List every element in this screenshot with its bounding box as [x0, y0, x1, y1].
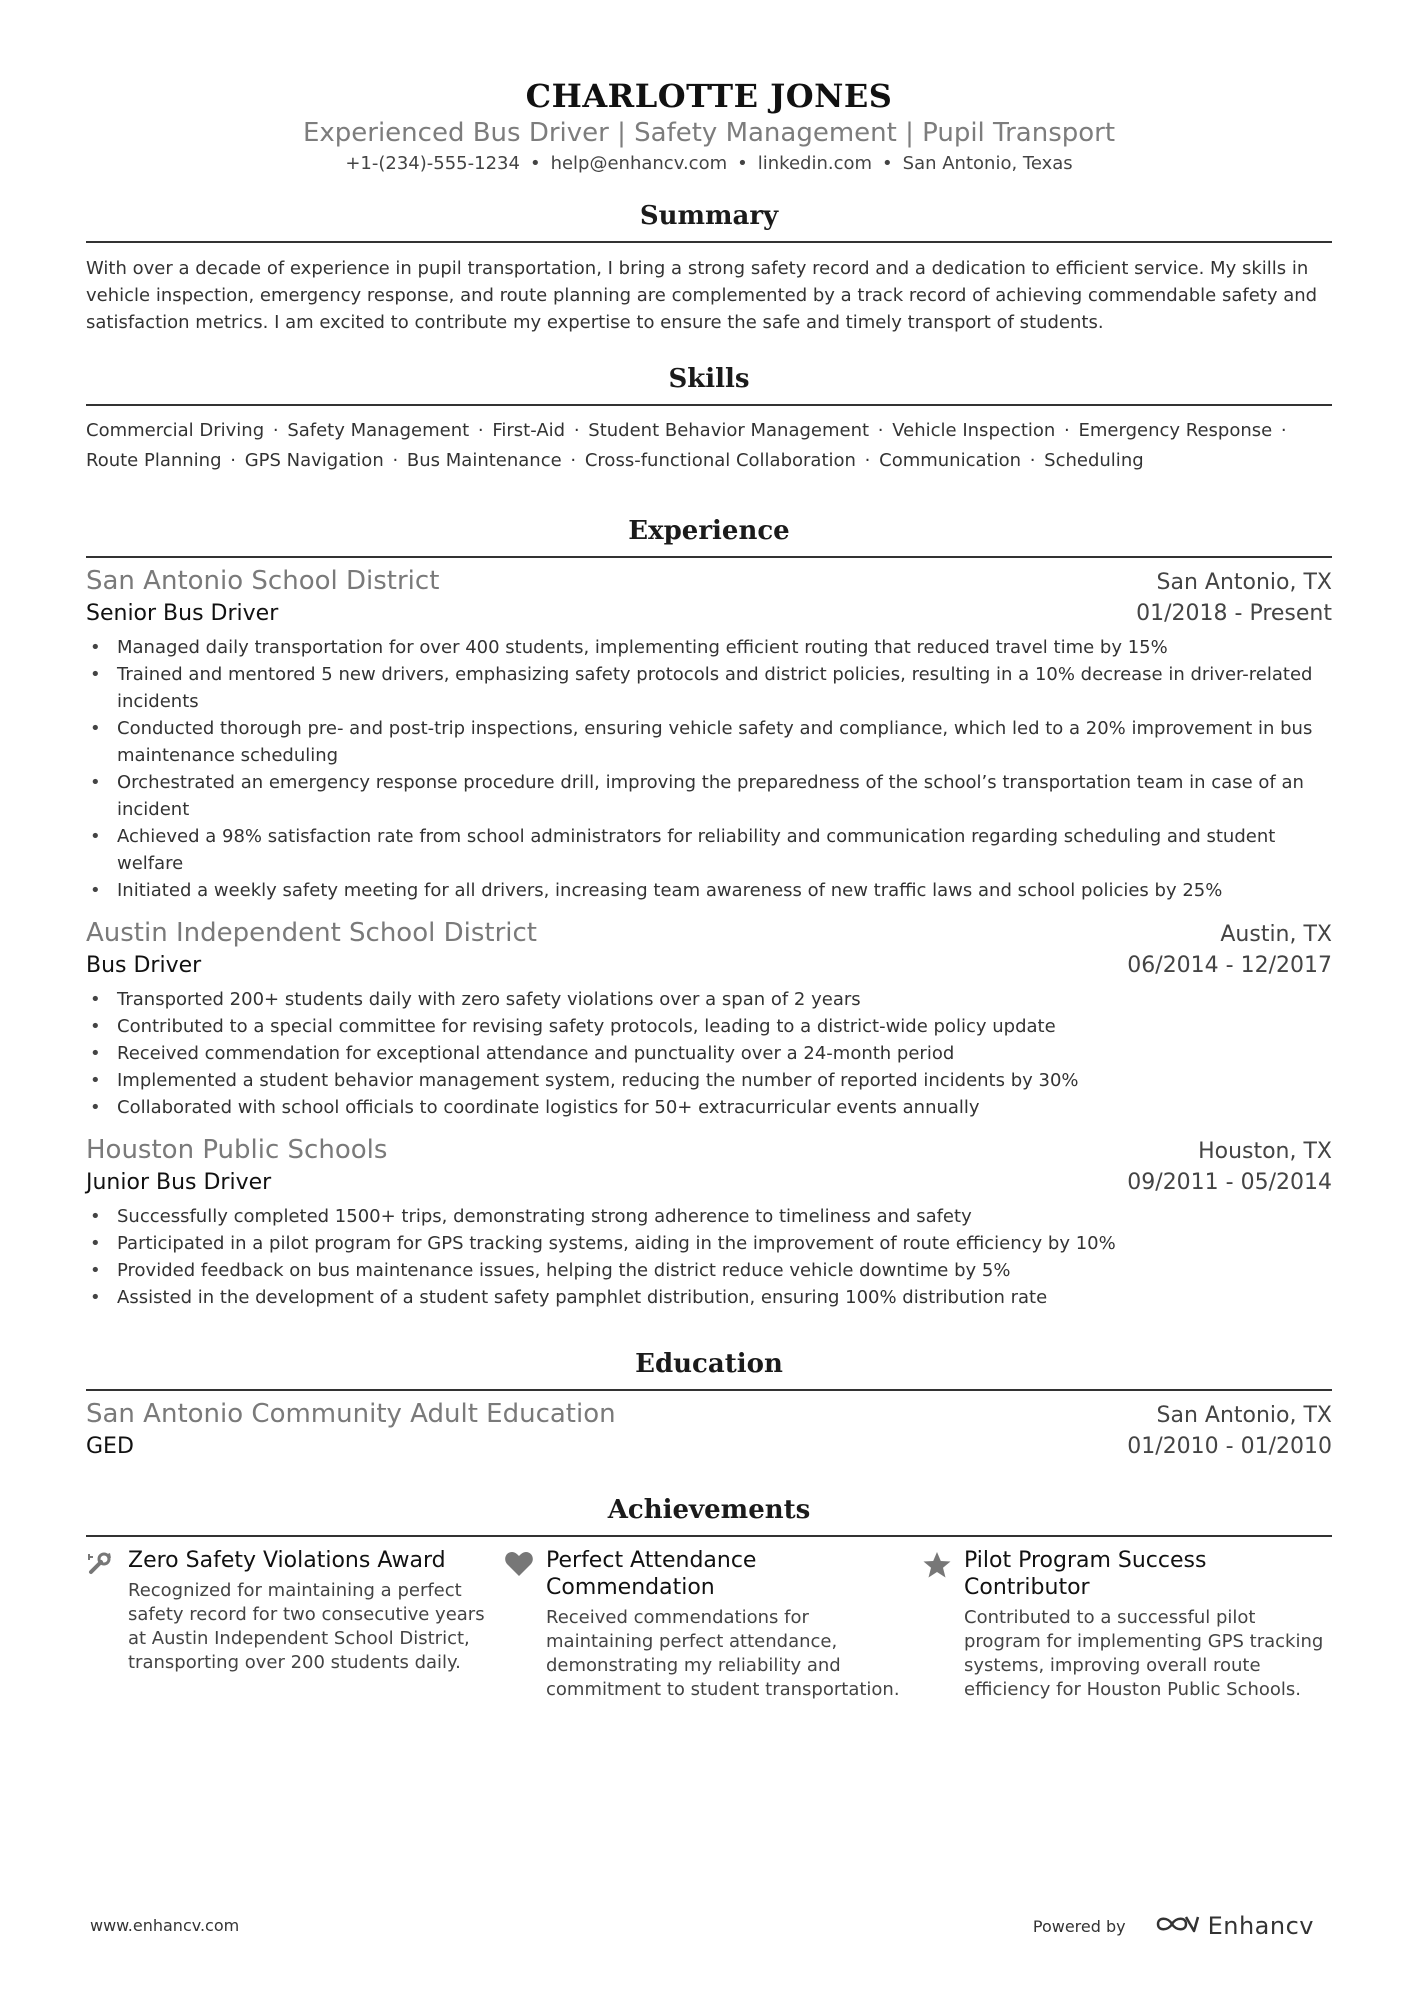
contact-line	[86, 151, 1332, 177]
section-title-achievements: Achievements	[607, 1495, 811, 1525]
achievement-title: Zero Safety Violations Award	[128, 1548, 446, 1573]
skill-item: Emergency Response	[1078, 420, 1273, 441]
achievement-item	[922, 1547, 1332, 1702]
contact-location: San Antonio, Texas	[902, 153, 1073, 174]
skill-item: Safety Management	[287, 420, 470, 441]
job-company: San Antonio School District	[86, 566, 440, 596]
job-location: Houston, TX	[1198, 1139, 1332, 1164]
job-location: Austin, TX	[1220, 922, 1332, 947]
skill-item: Commercial Driving	[86, 420, 265, 441]
skills-list: Commercial Driving · Safety Management · First-Aid · Student Behavior Management · Vehicle Inspection · Emergency Response · Route Planning · GPS Navigation · Bus Maintenance · Cross-functional Collaboration · Communication · Scheduling	[86, 420, 1287, 471]
job-bullet: • Implemented a student behavior management system, reducing the number of reported incidents by 30%	[86, 1067, 1332, 1094]
section-divider	[86, 241, 1332, 243]
job-bullets	[86, 634, 1332, 904]
job-dates: 09/2011 - 05/2014	[1127, 1170, 1332, 1195]
education-school: San Antonio Community Adult Education	[86, 1399, 616, 1429]
job-bullets	[86, 1203, 1332, 1311]
skill-item: Cross-functional Collaboration	[584, 450, 856, 471]
job-bullet: • Achieved a 98% satisfaction rate from school administrators for reliability and communication regarding scheduling and student welfare	[86, 823, 1332, 877]
skill-item: First-Aid	[492, 420, 566, 441]
achievements-grid	[86, 1547, 1332, 1702]
education-dates: 01/2010 - 01/2010	[1127, 1434, 1332, 1459]
achievement-title: Pilot Program Success Contributor	[964, 1548, 1207, 1600]
resume-header	[86, 76, 1332, 177]
achievement-desc: Recognized for maintaining a perfect safety record for two consecutive years at Austin Independent School District, transporting over 200 students daily.	[128, 1580, 485, 1673]
section-title-summary: Summary	[639, 201, 779, 231]
section-divider	[86, 1389, 1332, 1391]
candidate-name: CHARLOTTE JONES	[525, 77, 893, 115]
job-bullet: • Contributed to a special committee for revising safety protocols, leading to a district-wide policy update	[86, 1013, 1332, 1040]
contact-separator: •	[737, 153, 748, 174]
skills-section	[86, 362, 1332, 476]
job-bullet: • Successfully completed 1500+ trips, demonstrating strong adherence to timeliness and safety	[86, 1203, 1332, 1230]
job-dates: 01/2018 - Present	[1136, 601, 1332, 626]
achievement-title: Perfect Attendance Commendation	[546, 1548, 757, 1600]
skill-item: Communication	[879, 450, 1021, 471]
job-role: Bus Driver	[86, 953, 202, 978]
contact-separator: •	[529, 153, 541, 174]
achievement-desc: Received commendations for maintaining perfect attendance, demonstrating my reliability and commitment to student transportation.	[546, 1607, 900, 1700]
contact-email[interactable]: help@enhancv.com	[550, 153, 728, 174]
brand-name[interactable]: Enhancv	[1207, 1912, 1314, 1940]
job-bullet: • Provided feedback on bus maintenance issues, helping the district reduce vehicle downtime by 5%	[86, 1257, 1332, 1284]
candidate-tagline: Experienced Bus Driver | Safety Management | Pupil Transport	[302, 118, 1116, 148]
job-role: Senior Bus Driver	[86, 601, 279, 626]
enhancv-logo-icon	[1154, 1913, 1200, 1939]
job-bullet: • Managed daily transportation for over 400 students, implementing efficient routing that reduced travel time by 15%	[86, 634, 1332, 661]
job-location: San Antonio, TX	[1156, 570, 1332, 595]
section-divider	[86, 1535, 1332, 1537]
achievement-item	[86, 1547, 496, 1702]
job-bullet: • Conducted thorough pre- and post-trip inspections, ensuring vehicle safety and compliance, which led to a 20% improvement in bus maintenance scheduling	[86, 715, 1332, 769]
experience-entry	[86, 564, 1332, 904]
achievement-desc: Contributed to a successful pilot program for implementing GPS tracking systems, improving overall route efficiency for Houston Public Schools.	[964, 1607, 1324, 1700]
job-company: Austin Independent School District	[86, 918, 538, 948]
section-divider	[86, 556, 1332, 558]
summary-section	[86, 199, 1332, 336]
achievements-section	[86, 1493, 1332, 1702]
experience-entry	[86, 916, 1332, 1121]
section-title-experience: Experience	[628, 516, 790, 546]
contact-separator: •	[882, 153, 893, 174]
wrench-icon	[86, 1547, 128, 1702]
experience-entry	[86, 1133, 1332, 1311]
job-bullet: • Initiated a weekly safety meeting for all drivers, increasing team awareness of new traffic laws and school policies by 25%	[86, 877, 1332, 904]
job-bullets	[86, 986, 1332, 1121]
job-dates: 06/2014 - 12/2017	[1127, 953, 1332, 978]
skill-item: Scheduling	[1044, 450, 1144, 471]
job-bullet: • Collaborated with school officials to coordinate logistics for 50+ extracurricular events annually	[86, 1094, 1332, 1121]
skill-item: Bus Maintenance	[406, 450, 562, 471]
contact-linkedin[interactable]: linkedin.com	[757, 153, 873, 174]
footer-website[interactable]: www.enhancv.com	[90, 1916, 240, 1935]
job-company: Houston Public Schools	[86, 1135, 388, 1165]
job-bullet: • Transported 200+ students daily with zero safety violations over a span of 2 years	[86, 986, 1332, 1013]
heart-icon	[504, 1547, 546, 1702]
footer-branding	[1033, 1912, 1314, 1940]
skill-item: Route Planning	[86, 450, 222, 471]
section-title-education: Education	[635, 1349, 783, 1379]
skill-item: GPS Navigation	[244, 450, 384, 471]
contact-phone[interactable]: +1-(234)-555-1234	[345, 153, 520, 174]
education-location: San Antonio, TX	[1156, 1403, 1332, 1428]
education-section	[86, 1347, 1332, 1463]
achievement-item	[504, 1547, 914, 1702]
job-bullet: • Trained and mentored 5 new drivers, emphasizing safety protocols and district policies, resulting in a 10% decrease in driver-related incidents	[86, 661, 1332, 715]
page-footer	[0, 1912, 1410, 1942]
education-degree: GED	[86, 1434, 134, 1459]
job-role: Junior Bus Driver	[86, 1170, 272, 1195]
skill-item: Vehicle Inspection	[892, 420, 1056, 441]
resume-page	[86, 0, 1332, 1702]
job-bullet: • Participated in a pilot program for GPS tracking systems, aiding in the improvement of route efficiency by 10%	[86, 1230, 1332, 1257]
star-icon	[922, 1547, 964, 1702]
section-divider	[86, 404, 1332, 406]
job-bullet: • Assisted in the development of a student safety pamphlet distribution, ensuring 100% distribution rate	[86, 1284, 1332, 1311]
powered-by-label: Powered by	[1032, 1916, 1126, 1936]
job-bullet: • Orchestrated an emergency response procedure drill, improving the preparedness of the school’s transportation team in case of an incident	[86, 769, 1332, 823]
section-title-skills: Skills	[668, 364, 750, 394]
job-bullet: • Received commendation for exceptional attendance and punctuality over a 24-month period	[86, 1040, 1332, 1067]
skill-item: Student Behavior Management	[588, 420, 870, 441]
summary-text: With over a decade of experience in pupil transportation, I bring a strong safety record and a dedication to efficient service. My skills in vehicle inspection, emergency response, and route planning are complemented by a track record of achieving commendable safety and satisfaction metrics. I am excited to contribute my expertise to ensure the safe and timely transport of students.	[86, 258, 1318, 333]
experience-section	[86, 514, 1332, 1311]
